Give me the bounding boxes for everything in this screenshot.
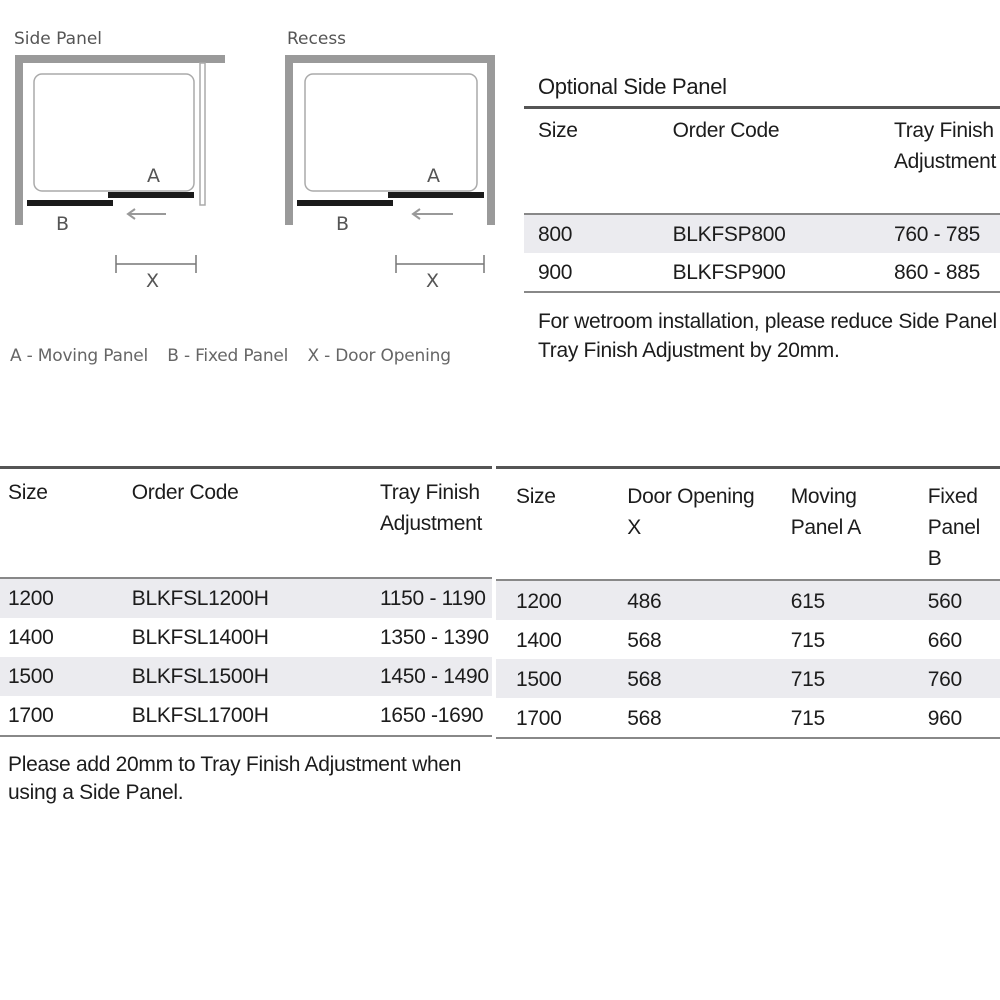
main-code-cell: BLKFSL1200H — [131, 587, 269, 610]
legend-moving-panel: A - Moving Panel — [10, 346, 149, 366]
main-code-cell: BLKFSL1700H — [124, 696, 372, 736]
table-row — [496, 580, 1000, 620]
recess-label-a: A — [427, 165, 440, 187]
table-row — [0, 657, 492, 696]
main-size-cell: 1400 — [8, 626, 54, 649]
main-order-table — [0, 466, 492, 737]
recess-diagram — [270, 50, 500, 310]
side-panel-table — [524, 70, 1000, 293]
dimensions-table — [496, 466, 1000, 739]
main-adjust-cell: 1350 - 1390 — [379, 626, 489, 649]
dim-door-opening-cell: 568 — [627, 629, 662, 652]
table-row — [0, 618, 492, 657]
main-size-cell: 1200 — [8, 587, 54, 610]
side-panel-label-b: B — [56, 213, 70, 235]
recess-label-x: X — [426, 270, 440, 292]
side-panel-tray — [34, 74, 194, 191]
side-panel-wall-top — [15, 55, 225, 63]
side-panel-glass — [200, 63, 205, 205]
dim-header-size: Size — [496, 468, 607, 581]
recess-diagram-title: Recess — [287, 29, 347, 49]
dim-fixed-panel-cell: 660 — [927, 629, 962, 652]
table-row — [0, 578, 492, 618]
side-panel-fixed-panel — [27, 200, 113, 206]
side-code-cell: BLKFSP900 — [659, 253, 880, 292]
main-size-cell: 1700 — [0, 696, 124, 736]
dim-size-cell: 1200 — [516, 590, 562, 613]
side-adjust-cell: 860 - 885 — [880, 253, 1000, 292]
side-panel-label-x: X — [146, 270, 160, 292]
side-panel-moving-panel — [108, 192, 194, 198]
main-header-order-code: Order Code — [124, 468, 372, 579]
dim-door-opening-cell: 568 — [607, 698, 770, 738]
side-panel-diagram-title: Side Panel — [14, 29, 103, 49]
diagram-legend — [10, 346, 465, 366]
main-code-cell: BLKFSL1500H — [131, 665, 269, 688]
dim-size-cell: 1700 — [496, 698, 607, 738]
side-adjust-cell: 760 - 785 — [893, 223, 980, 246]
side-panel-header-tray-finish: Tray Finish Adjustment — [880, 108, 1000, 215]
dim-size-cell: 1400 — [516, 629, 562, 652]
dim-header-moving-panel: Moving Panel A — [771, 468, 908, 581]
main-code-cell: BLKFSL1400H — [131, 626, 269, 649]
side-panel-header-size: Size — [524, 108, 659, 215]
side-panel-wall-left — [15, 55, 23, 225]
table-row — [524, 214, 1000, 253]
main-table-note: Please add 20mm to Tray Finish Adjustment when using a Side Panel. — [8, 753, 462, 804]
table-row — [496, 698, 1000, 738]
dim-fixed-panel-cell: 960 — [908, 698, 1000, 738]
recess-fixed-panel — [297, 200, 393, 206]
dim-moving-panel-cell: 715 — [790, 629, 825, 652]
dim-moving-panel-cell: 615 — [790, 590, 825, 613]
legend-door-opening: X - Door Opening — [307, 346, 451, 366]
side-panel-table-title: Optional Side Panel — [524, 70, 1000, 108]
recess-wall-top — [285, 55, 495, 63]
main-size-cell: 1500 — [8, 665, 54, 688]
recess-tray — [305, 74, 477, 191]
table-row — [0, 696, 492, 736]
table-row — [496, 620, 1000, 659]
legend-fixed-panel: B - Fixed Panel — [167, 346, 289, 366]
main-header-size: Size — [0, 468, 124, 579]
dim-fixed-panel-cell: 760 — [927, 668, 962, 691]
side-panel-label-a: A — [147, 165, 160, 187]
dim-moving-panel-cell: 715 — [790, 668, 825, 691]
side-panel-diagram — [0, 50, 230, 310]
side-panel-note: For wetroom installation, please reduce Side Panel Tray Finish Adjustment by 20mm. — [538, 310, 997, 362]
main-header-tray-finish: Tray Finish Adjustment — [372, 468, 492, 579]
side-panel-header-order-code: Order Code — [659, 108, 880, 215]
main-adjust-cell: 1450 - 1490 — [379, 665, 489, 688]
side-size-cell: 900 — [524, 253, 659, 292]
main-adjust-cell: 1650 -1690 — [372, 696, 492, 736]
dim-door-opening-cell: 486 — [627, 590, 662, 613]
main-adjust-cell: 1150 - 1190 — [379, 587, 486, 610]
recess-label-b: B — [336, 213, 350, 235]
dim-size-cell: 1500 — [516, 668, 562, 691]
dim-fixed-panel-cell: 560 — [927, 590, 962, 613]
side-code-cell: BLKFSP800 — [672, 223, 786, 246]
table-row — [524, 253, 1000, 292]
dim-moving-panel-cell: 715 — [771, 698, 908, 738]
recess-wall-right — [487, 55, 495, 225]
dim-header-door-opening: Door Opening X — [607, 468, 770, 581]
recess-wall-left — [285, 55, 293, 225]
dim-door-opening-cell: 568 — [627, 668, 662, 691]
side-size-cell: 800 — [538, 223, 573, 246]
table-row — [496, 659, 1000, 698]
dim-header-fixed-panel: Fixed Panel B — [908, 468, 1000, 581]
recess-moving-panel — [388, 192, 484, 198]
